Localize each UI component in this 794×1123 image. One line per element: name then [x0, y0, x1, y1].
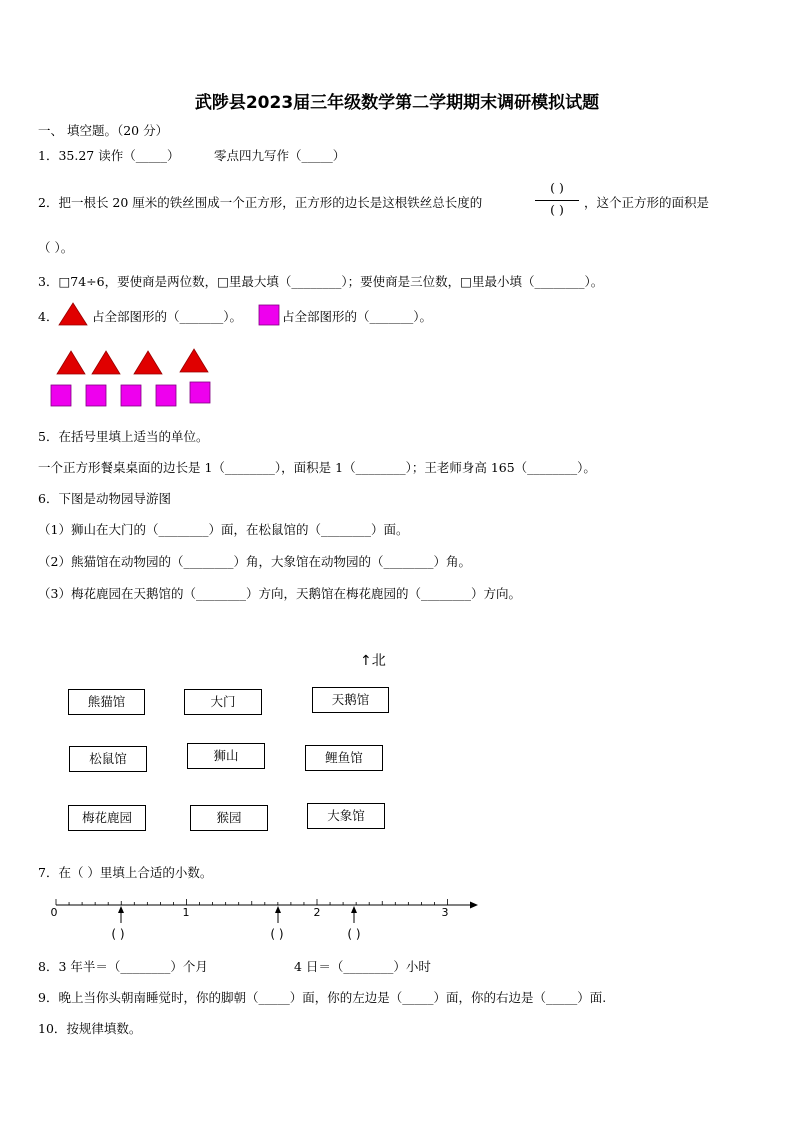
q4-triangle-text: 占全部图形的（_______）。: [92, 309, 243, 324]
minor-ticks: [56, 899, 448, 905]
fraction-numerator: ( ): [550, 180, 564, 195]
triangle-1: [57, 351, 85, 374]
q6-line-1: （1）狮山在大门的（________）面，在松鼠馆的（________）面。: [38, 522, 409, 537]
answer-blank-1: ( ): [111, 927, 125, 941]
q3-text: 3．□74÷6，要使商是两位数，□里最大填（________）；要使商是三位数，□里最小填（________）。: [38, 274, 604, 289]
fraction-bar: [535, 200, 579, 201]
q8-part-b: 4 日＝（________）小时: [294, 959, 431, 974]
shape-figure: [40, 345, 220, 411]
fraction-denominator: ( ): [550, 202, 564, 217]
q2-text-2: ，这个正方形的面积是: [584, 195, 710, 210]
q4-number: 4．: [38, 309, 59, 324]
q8-part-a: 8．3 年半＝（________）个月: [38, 959, 208, 974]
map-monkey-garden: 猴园: [190, 805, 268, 831]
map-squirrel-house: 松鼠馆: [69, 746, 147, 772]
square-5: [190, 382, 210, 403]
map-deer-garden: 梅花鹿园: [68, 805, 146, 831]
q9-text: 9．晚上当你头朝南睡觉时，你的脚朝（_____）面，你的左边是（_____）面，你的右边是（_____）面.: [38, 990, 607, 1005]
square-icon: [258, 304, 280, 326]
answer-blank-3: ( ): [347, 927, 361, 941]
map-main-gate: 大门: [184, 689, 262, 715]
square-4: [156, 385, 176, 406]
q6-line-2: （2）熊猫馆在动物园的（________）角，大象馆在动物园的（________）角。: [38, 554, 471, 569]
page-title: 武陟县2023届三年级数学第二学期期末调研模拟试题: [194, 93, 600, 113]
map-swan-house: 天鹅馆: [312, 687, 389, 713]
q1-part-b: 零点四九写作（_____）: [214, 148, 346, 163]
q2-text-3: （ ）。: [38, 240, 74, 255]
section-heading: 一、 填空题。（20 分）: [38, 123, 169, 138]
triangle-4: [180, 349, 208, 372]
tick-label-0: 0: [50, 906, 58, 919]
square-2: [86, 385, 106, 406]
triangle-2: [92, 351, 120, 374]
north-indicator: ↑北: [360, 653, 386, 669]
tick-label-2: 2: [313, 906, 321, 919]
q6-line-3: （3）梅花鹿园在天鹅馆的（________）方向，天鹅馆在梅花鹿园的（________）方向。: [38, 586, 521, 601]
q10-text: 10．按规律填数。: [38, 1021, 142, 1036]
map-panda-house: 熊猫馆: [68, 689, 145, 715]
up-arrow-3: [351, 906, 357, 923]
square-3: [121, 385, 141, 406]
up-arrow-2: [275, 906, 281, 923]
q5-title: 5．在括号里填上适当的单位。: [38, 429, 209, 444]
map-elephant-house: 大象馆: [307, 803, 385, 829]
tick-label-1: 1: [182, 906, 190, 919]
map-carp-house: 鲤鱼馆: [305, 745, 383, 771]
number-line-arrow: [470, 902, 478, 909]
q2-text: 2．把一根长 20 厘米的铁丝围成一个正方形，正方形的边长是这根铁丝总长度的: [38, 195, 483, 210]
fraction-blank: [533, 180, 581, 220]
q7-text: 7．在（ ）里填上合适的小数。: [38, 865, 213, 880]
up-arrow-1: [118, 906, 124, 923]
q1-part-a: 1．35.27 读作（_____）: [38, 148, 180, 163]
q4-square-text: 占全部图形的（_______）。: [282, 309, 433, 324]
square-1: [51, 385, 71, 406]
q6-title: 6．下图是动物园导游图: [38, 491, 171, 506]
tick-label-3: 3: [441, 906, 449, 919]
number-line: [40, 895, 490, 950]
triangle-icon: [58, 302, 88, 326]
answer-blank-2: ( ): [270, 927, 284, 941]
map-lion-hill: 狮山: [187, 743, 265, 769]
q5-body: 一个正方形餐桌桌面的边长是 1（________），面积是 1（________）；王老师身高 165（________）。: [38, 460, 596, 475]
triangle-3: [134, 351, 162, 374]
